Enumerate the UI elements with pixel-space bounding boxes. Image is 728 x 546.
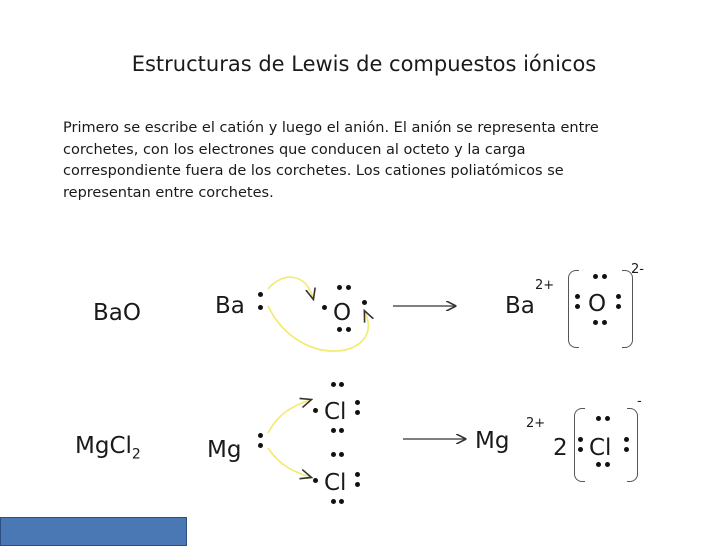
- charge-mg: 2+: [526, 416, 546, 431]
- coefficient-2: 2: [553, 435, 568, 461]
- nav-block[interactable]: [0, 517, 187, 546]
- ion-mg: Mg: [475, 428, 510, 454]
- formula-mgcl-text: MgCl: [75, 433, 132, 459]
- transfer-curve-1a: [268, 277, 313, 298]
- charge-ba: 2+: [535, 278, 555, 293]
- atom-ba: Ba: [215, 293, 245, 319]
- formula-subscript: 2: [131, 446, 141, 463]
- page-title: Estructuras de Lewis de compuestos iónicos: [131, 52, 597, 76]
- atom-cl-bottom: Cl: [324, 470, 347, 496]
- atom-mg: Mg: [207, 437, 242, 463]
- transfer-curve-2b: [268, 448, 310, 477]
- atom-cl-top: Cl: [324, 399, 347, 425]
- formula-bao: BaO: [93, 300, 141, 326]
- charge-o: 2-: [631, 262, 644, 277]
- atom-o: O: [333, 300, 352, 326]
- ion-o: O: [588, 291, 607, 317]
- transfer-curve-1b: [268, 306, 368, 351]
- intro-paragraph: Primero se escribe el catión y luego el anión. El anión se representa entre corchetes, con los electrones que conducen al octeto y la carga correspondiente fuera de los corchetes. Los cationes poliatómicos se representan entre corchetes.: [63, 120, 599, 201]
- transfer-curve-2a: [268, 400, 310, 433]
- ion-cl: Cl: [589, 435, 612, 461]
- ion-ba: Ba: [505, 293, 535, 319]
- charge-cl: -: [637, 394, 642, 409]
